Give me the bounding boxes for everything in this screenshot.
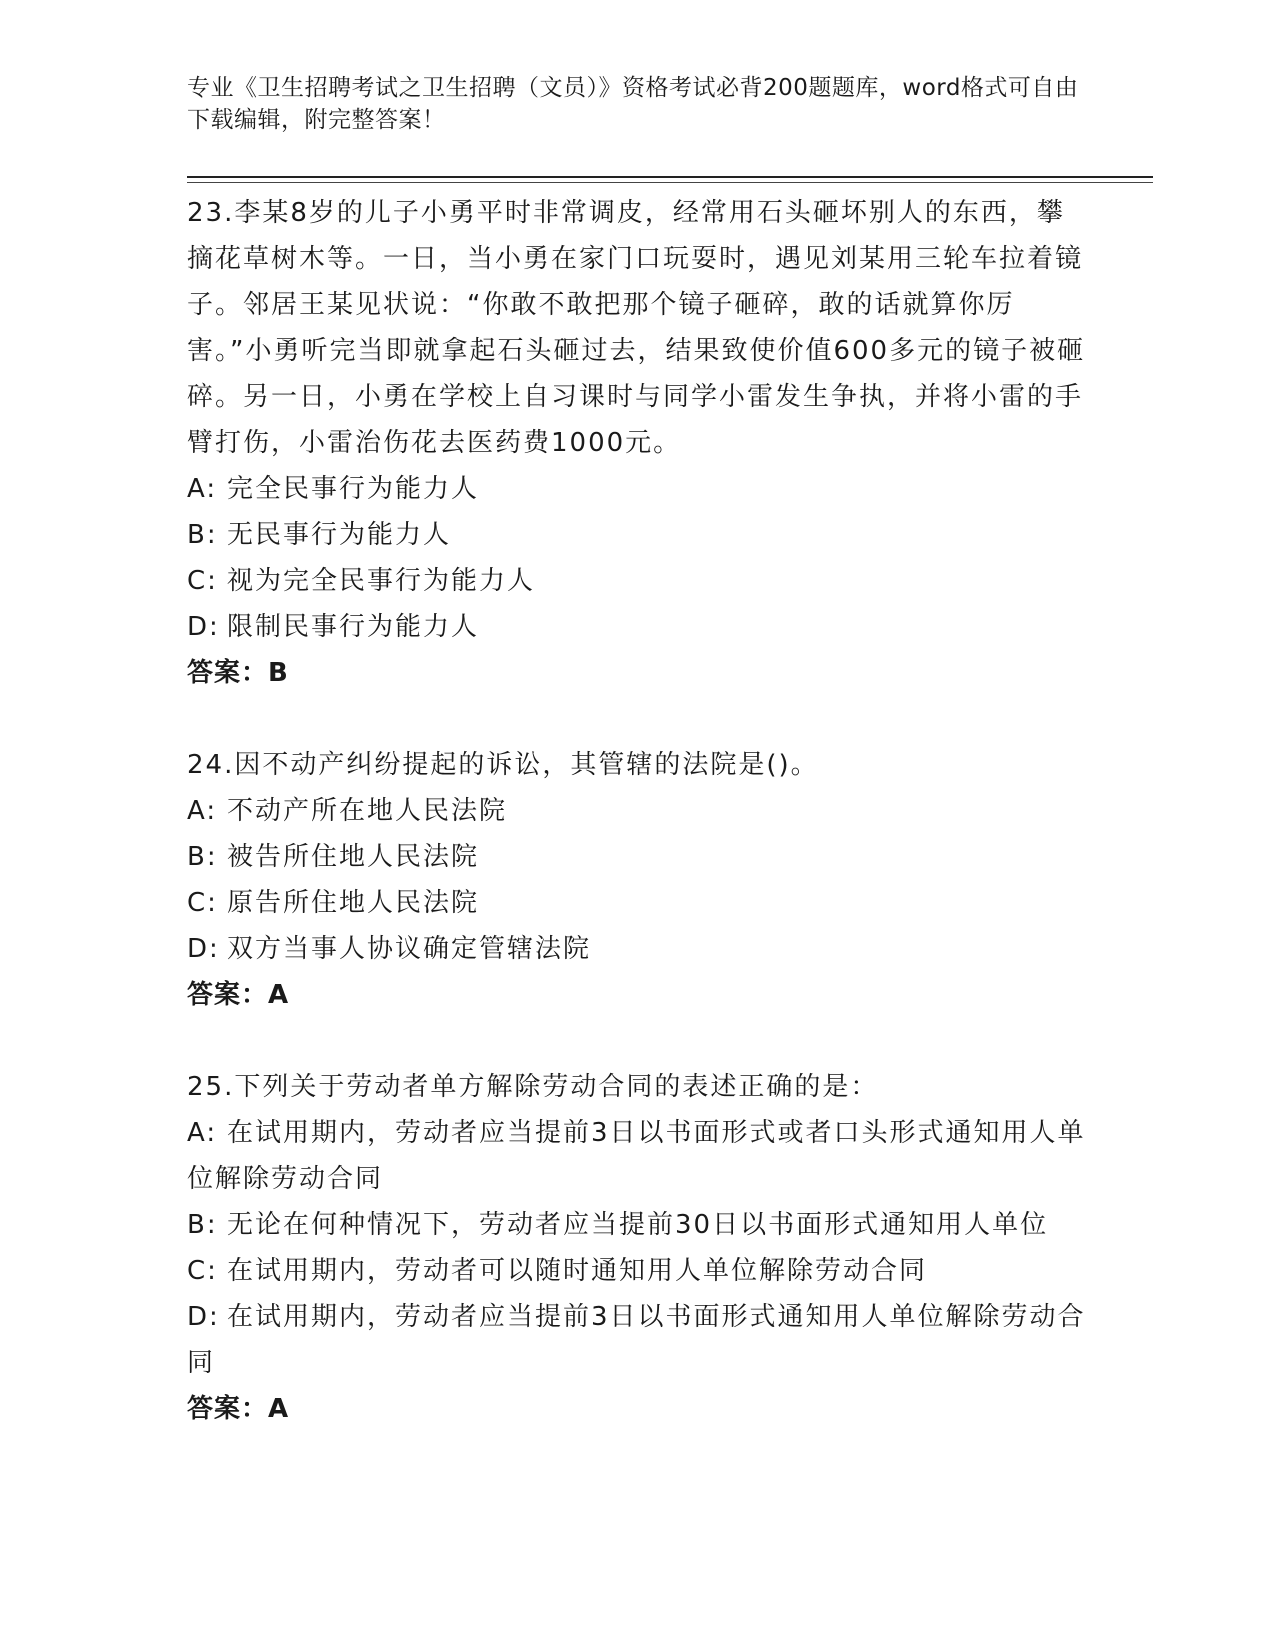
question-stem: 23.李某8岁的儿子小勇平时非常调皮，经常用石头砸坏别人的东西，攀摘花草树木等。一日，当小勇在家门口玩耍时，遇见刘某用三轮车拉着镜子。邻居王某见状说：“你敢不敢把那个镜子砸碎，敢的话就算你厉害。”小勇听完当即就拿起石头砸过去，结果致使价值600多元的镜子被砸碎。另一日，小勇在学校上自习课时与同学小雷发生争执，并将小雷的手臂打伤，小雷治伤花去医药费1000元。 <box>187 198 1086 458</box>
option-letter: D: <box>187 612 220 642</box>
option-text: 视为完全民事行为能力人 <box>227 566 536 596</box>
option-b <box>187 834 1087 880</box>
option-a <box>187 1110 1087 1202</box>
option-b <box>187 512 1087 558</box>
option-text: 无论在何种情况下，劳动者应当提前30日以书面形式通知用人单位 <box>227 1210 1049 1240</box>
option-a <box>187 788 1087 834</box>
option-letter: A: <box>187 1118 218 1148</box>
option-d <box>187 926 1087 972</box>
option-text: 无民事行为能力人 <box>227 520 452 550</box>
option-text: 双方当事人协议确定管辖法院 <box>227 934 592 964</box>
question-24 <box>187 742 1087 1018</box>
option-text: 在试用期内，劳动者可以随时通知用人单位解除劳动合同 <box>227 1256 928 1286</box>
option-text: 在试用期内，劳动者应当提前3日以书面形式通知用人单位解除劳动合同 <box>187 1302 1086 1378</box>
option-letter: D: <box>187 934 220 964</box>
option-text: 被告所住地人民法院 <box>227 842 480 872</box>
option-letter: D: <box>187 1302 220 1332</box>
option-letter: C: <box>187 888 218 918</box>
option-text: 原告所住地人民法院 <box>227 888 480 918</box>
option-letter: B: <box>187 1210 218 1240</box>
option-d <box>187 604 1087 650</box>
option-text: 不动产所在地人民法院 <box>227 796 508 826</box>
question-stem: 25.下列关于劳动者单方解除劳动合同的表述正确的是： <box>187 1072 879 1102</box>
option-text: 限制民事行为能力人 <box>227 612 480 642</box>
option-letter: B: <box>187 842 218 872</box>
option-b <box>187 1202 1087 1248</box>
document-header: 专业《卫生招聘考试之卫生招聘（文员）》资格考试必背200题题库，word格式可自由下载编辑，附完整答案！ <box>187 75 1079 133</box>
option-a <box>187 466 1087 512</box>
question-25 <box>187 1064 1087 1432</box>
header-divider-thick <box>187 176 1153 178</box>
question-list <box>187 190 1087 1432</box>
option-letter: A: <box>187 796 218 826</box>
answer-line: 答案：B <box>187 658 289 688</box>
option-c <box>187 1248 1087 1294</box>
option-text: 在试用期内，劳动者应当提前3日以书面形式或者口头形式通知用人单位解除劳动合同 <box>187 1118 1086 1194</box>
option-letter: C: <box>187 1256 218 1286</box>
option-letter: B: <box>187 520 218 550</box>
question-stem: 24.因不动产纠纷提起的诉讼，其管辖的法院是()。 <box>187 750 819 780</box>
option-c <box>187 558 1087 604</box>
option-d <box>187 1294 1087 1386</box>
question-23 <box>187 190 1087 696</box>
header-divider-thin <box>187 182 1153 183</box>
option-letter: C: <box>187 566 218 596</box>
answer-line: 答案：A <box>187 1394 290 1424</box>
option-text: 完全民事行为能力人 <box>227 474 480 504</box>
answer-line: 答案：A <box>187 980 290 1010</box>
option-c <box>187 880 1087 926</box>
option-letter: A: <box>187 474 218 504</box>
